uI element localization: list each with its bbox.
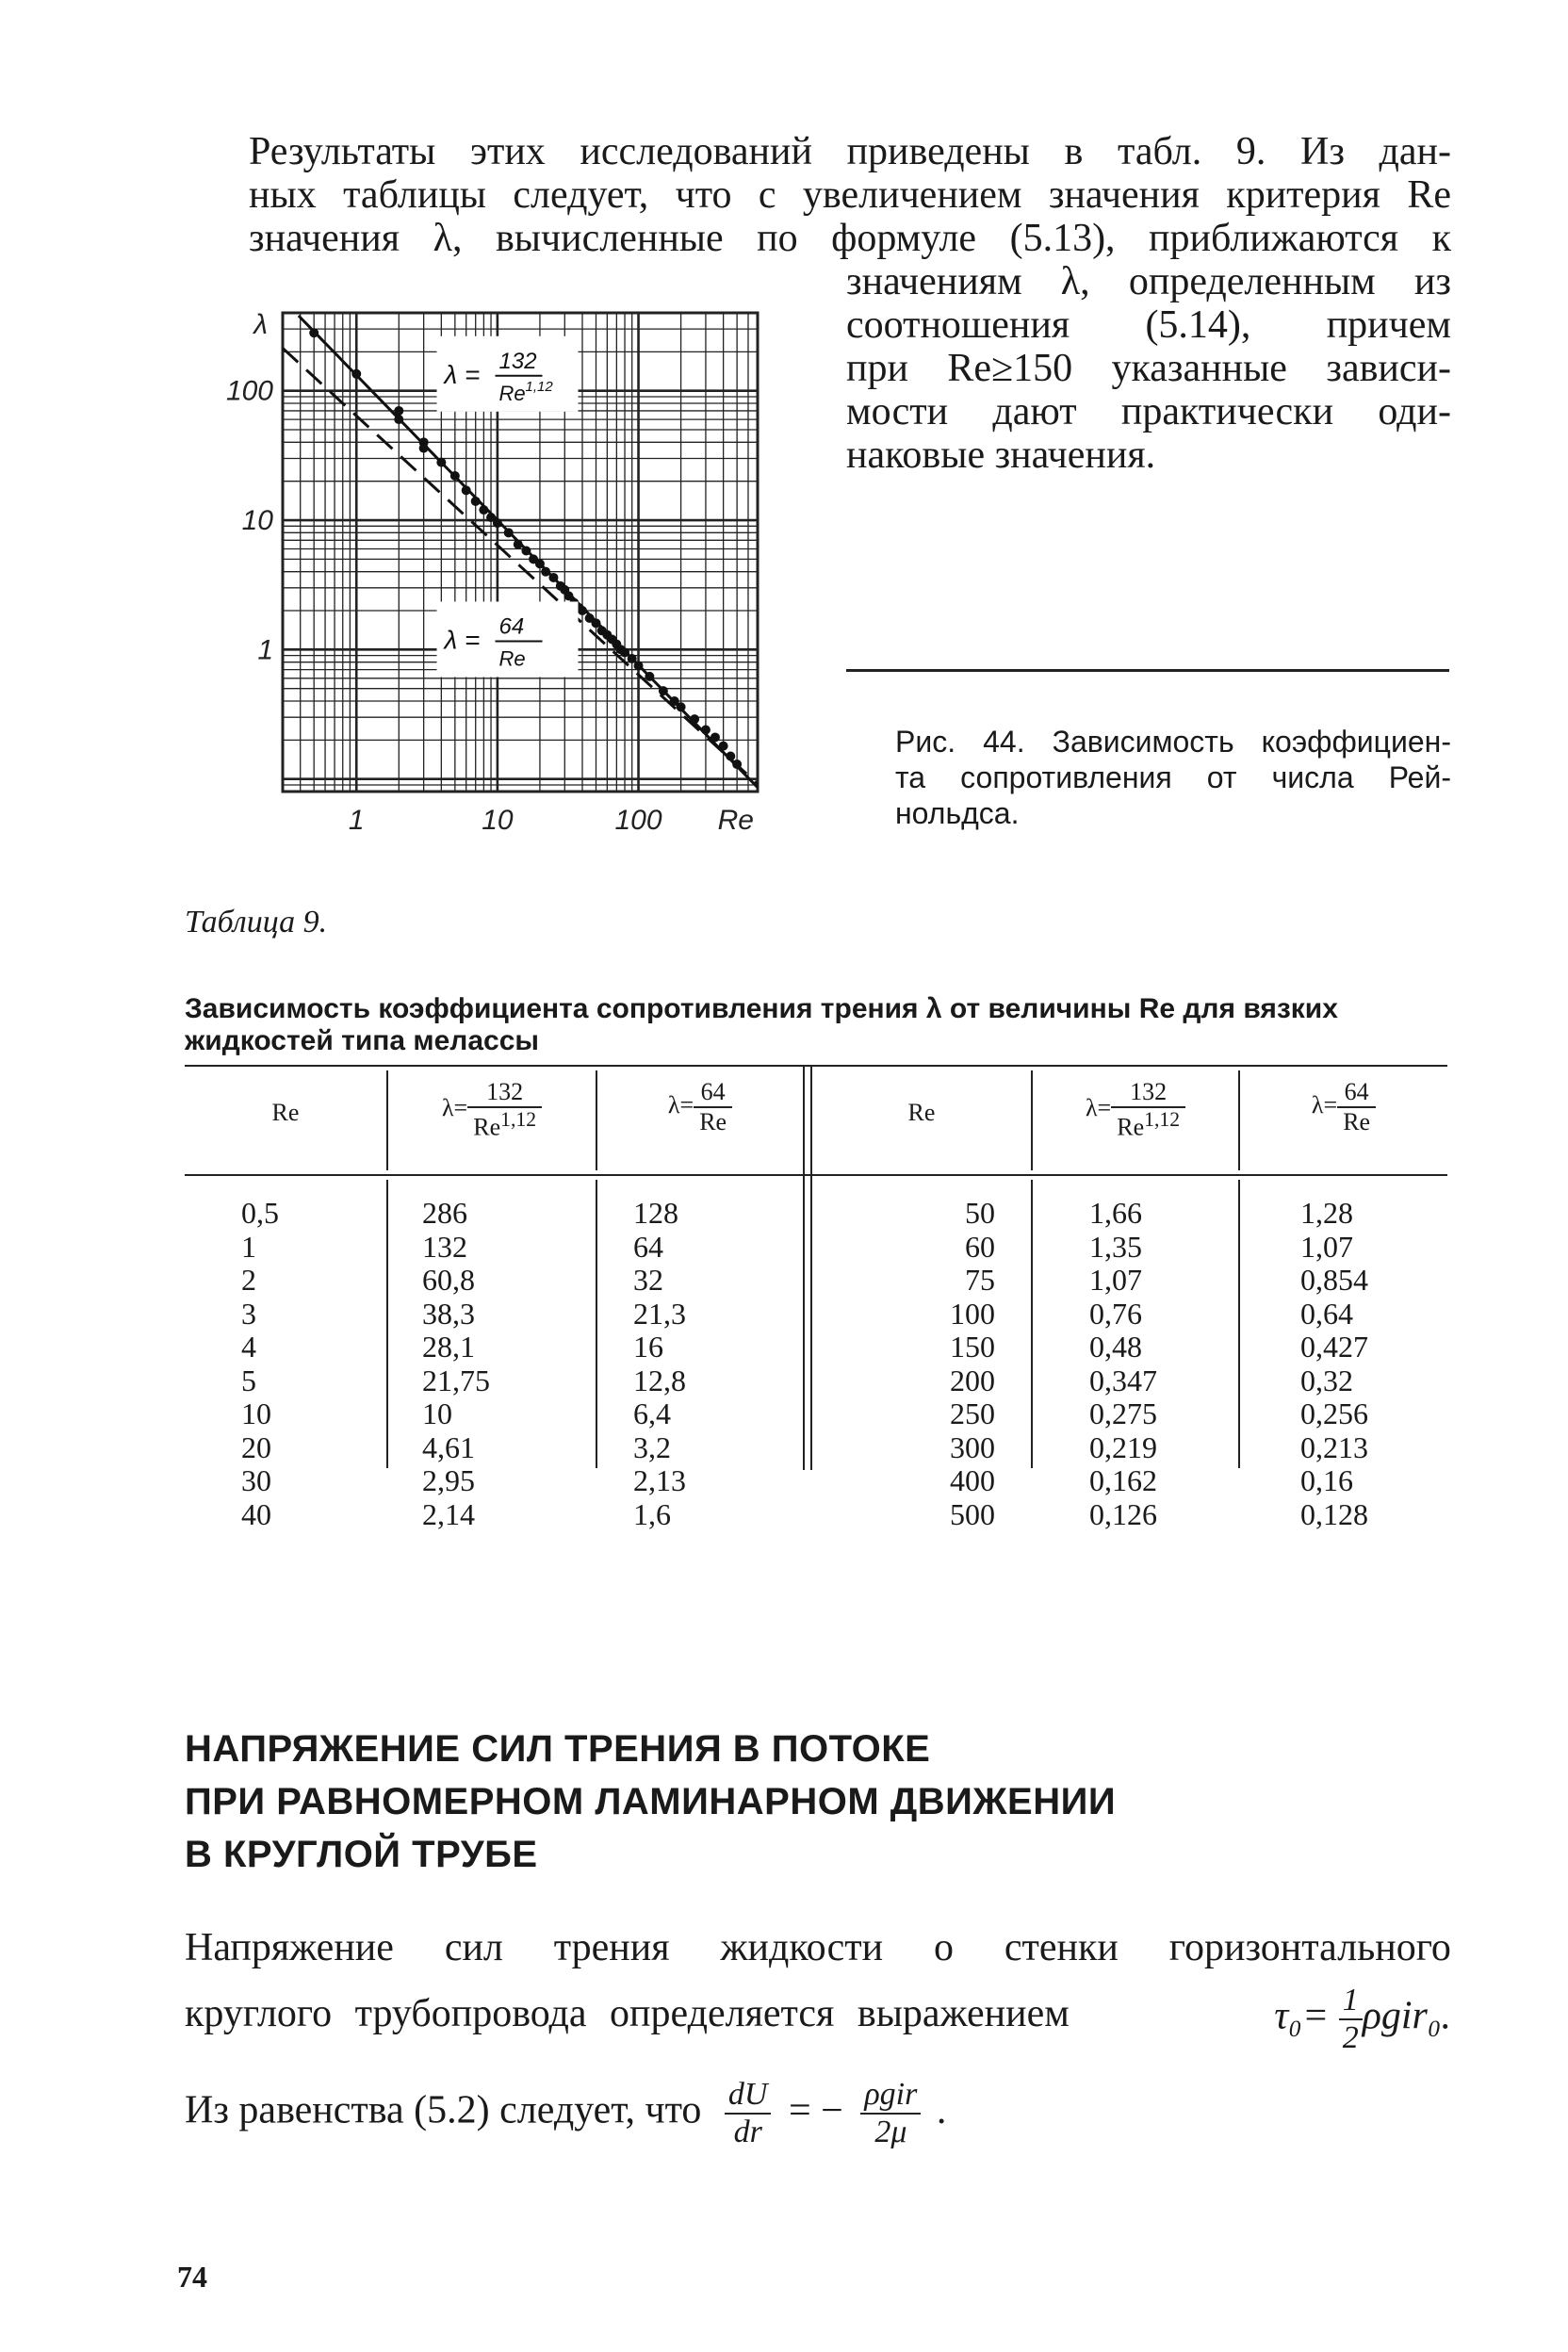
table-cell: 2,14: [422, 1496, 475, 1531]
data-point: [701, 725, 710, 734]
annotation-lambda: λ =: [444, 625, 481, 655]
y-tick-label: 100: [225, 375, 273, 407]
annotation-lambda: λ =: [444, 359, 481, 389]
data-point: [419, 444, 429, 453]
table-cell: 4: [241, 1330, 256, 1364]
header-den: Re: [1343, 1108, 1371, 1135]
formula-fraction: [860, 2077, 921, 2150]
table-9: [185, 1065, 1447, 1592]
table-cell: 30: [241, 1463, 271, 1497]
table-cell: 300: [950, 1429, 995, 1464]
table-top-rule: [185, 1065, 1447, 1067]
x-tick-label: 1: [348, 805, 365, 836]
table-header-rule: [185, 1174, 1447, 1176]
table-cell: 0,275: [1089, 1396, 1157, 1430]
heading-line: ПРИ РАВНОМЕРНОМ ЛАМИНАРНОМ ДВИЖЕНИИ: [185, 1781, 1117, 1822]
caption-line: нольдса.: [895, 796, 1020, 830]
header-formula-1: [388, 1078, 596, 1142]
table-cell: 75: [965, 1263, 995, 1297]
data-point: [471, 497, 481, 506]
header-formula-1: [1033, 1078, 1238, 1142]
data-point: [521, 547, 531, 556]
header-den: [1111, 1108, 1185, 1142]
annotation-den: Re: [498, 646, 526, 671]
table-cell: 0,213: [1300, 1429, 1368, 1464]
data-point: [493, 518, 502, 528]
data-point: [479, 505, 488, 514]
data-point: [548, 573, 558, 582]
header-fraction: [694, 1078, 732, 1136]
para-text: круглого трубопровода определяется выражением: [185, 1992, 1070, 2035]
table-cell: 0,64: [1300, 1296, 1353, 1331]
data-point: [719, 742, 728, 751]
formula-end: .: [936, 2088, 947, 2132]
word: о: [934, 1926, 954, 1969]
table-cell: 50: [965, 1196, 995, 1230]
caption-line: та сопротивления от числа Рей-: [895, 760, 1451, 794]
y-tick-label: 10: [241, 505, 273, 537]
x-tick-label: 10: [482, 805, 514, 836]
table-title-line: Зависимость коэффициента сопротивления трения λ от величины Re для вязких: [185, 993, 1338, 1024]
data-point: [351, 369, 361, 379]
data-point: [710, 732, 720, 742]
data-point: [535, 559, 545, 568]
formula-num: ρgir: [860, 2077, 921, 2115]
word: Напряжение: [185, 1926, 394, 1969]
table-cell: 400: [950, 1463, 995, 1497]
figure-44-chart: [204, 298, 784, 859]
page-number: 74: [177, 2260, 207, 2294]
table-cell: 200: [950, 1363, 995, 1397]
data-point: [578, 606, 587, 615]
table-cell: 3: [241, 1296, 256, 1331]
y-tick-label: 1: [257, 634, 273, 666]
side-line: мости дают практически оди-: [846, 390, 1451, 433]
side-line: соотношения (5.14), причем: [846, 303, 1451, 347]
table-col-rule: [386, 1180, 388, 1468]
side-line: при Re≥150 указанные зависи-: [846, 347, 1451, 390]
col-re-right: [882, 1197, 995, 1531]
table-cell: 5: [241, 1363, 256, 1397]
table-cell: 21,3: [633, 1296, 686, 1331]
table-cell: 1,28: [1300, 1196, 1353, 1230]
para-text: Из равенства (5.2) следует, что: [185, 2088, 702, 2132]
table-cell: 20: [241, 1429, 271, 1464]
table-cell: 0,256: [1300, 1396, 1368, 1430]
formula-rhs: ρgir₀.: [1362, 1994, 1451, 2038]
table-cell: 0,162: [1089, 1463, 1157, 1497]
intro-paragraph: [249, 130, 1451, 260]
table-cell: 12,8: [633, 1363, 686, 1397]
table-cell: 0,219: [1089, 1429, 1157, 1464]
header-lambda: λ=: [1085, 1093, 1112, 1121]
table-cell: 64: [633, 1229, 663, 1264]
word: стенки: [1004, 1926, 1119, 1969]
formula-tau: [1274, 1983, 1451, 2056]
y-axis-label: λ: [253, 309, 268, 340]
word: горизонтального: [1168, 1926, 1451, 1969]
table-cell: 0,126: [1089, 1496, 1157, 1531]
table-cell: 2: [241, 1263, 256, 1297]
table-cell: 0,76: [1089, 1296, 1142, 1331]
data-point: [690, 714, 699, 724]
table-cell: 1,07: [1300, 1229, 1353, 1264]
annotation-sup: 1,12: [525, 378, 553, 395]
col-f1-left: [422, 1197, 573, 1531]
col-f2-right: [1300, 1197, 1432, 1531]
word: жидкости: [720, 1926, 884, 1969]
header-num: 64: [694, 1078, 732, 1108]
table-cell: 0,854: [1300, 1263, 1368, 1297]
table-cell: 60,8: [422, 1263, 475, 1297]
table-cell: 0,128: [1300, 1496, 1368, 1531]
line-64-over-re: [283, 349, 758, 785]
table-title-line: жидкостей типа мелассы: [185, 1025, 540, 1056]
table-cell: 1,35: [1089, 1229, 1142, 1264]
col-re-left: [241, 1197, 354, 1531]
formula-den: 2: [1342, 2020, 1359, 2055]
para-line-3: [185, 2077, 1451, 2150]
table-cell: 0,48: [1089, 1330, 1142, 1364]
table-cell: 1: [241, 1229, 256, 1264]
data-point: [732, 760, 742, 769]
table-cell: 250: [950, 1396, 995, 1430]
table-cell: 0,427: [1300, 1330, 1368, 1364]
annotation-num: 132: [498, 348, 537, 374]
formula-eq: = −: [788, 2088, 843, 2132]
data-point: [677, 702, 686, 711]
header-re: Re: [907, 1099, 936, 1126]
header-lambda: λ=: [1311, 1090, 1338, 1119]
table-cell: 1,66: [1089, 1196, 1142, 1230]
table-col-rule: [1031, 1180, 1033, 1468]
table-double-rule: [803, 1065, 805, 1470]
formula-fraction: [1339, 1983, 1363, 2056]
table-col-rule: [596, 1180, 597, 1468]
x-tick-label: 100: [614, 805, 662, 836]
table-cell: 132: [422, 1229, 467, 1264]
data-point: [541, 567, 550, 577]
formula-den: dr: [733, 2115, 762, 2149]
side-line: значениям λ, определенным из: [846, 260, 1451, 303]
formula-den: 2μ: [874, 2115, 907, 2149]
header-num: 64: [1337, 1078, 1376, 1108]
table-cell: 10: [241, 1396, 271, 1430]
table-cell: 1,6: [633, 1496, 671, 1531]
word: сил: [444, 1926, 503, 1969]
table-cell: 10: [422, 1396, 452, 1430]
side-line: наковые значения.: [846, 433, 1156, 477]
table-cell: 0,347: [1089, 1363, 1157, 1397]
heading-line: НАПРЯЖЕНИЕ СИЛ ТРЕНИЯ В ПОТОКЕ: [185, 1728, 931, 1770]
formula-fraction: [725, 2077, 772, 2150]
table-cell: 100: [950, 1296, 995, 1331]
table-cell: 3,2: [633, 1429, 671, 1464]
data-point: [634, 662, 644, 671]
formula-num: 1: [1339, 1983, 1363, 2020]
table-cell: 500: [950, 1496, 995, 1531]
table-cell: 2,13: [633, 1463, 686, 1497]
header-den-base: Re: [473, 1113, 501, 1141]
x-axis-label: Re: [717, 805, 754, 836]
table-cell: 0,32: [1300, 1363, 1353, 1397]
table-cell: 128: [633, 1196, 678, 1230]
header-fraction: [1337, 1078, 1376, 1136]
section-paragraph: [185, 1917, 1451, 2150]
table-label: Таблица 9.: [185, 905, 328, 939]
table-cell: 150: [950, 1330, 995, 1364]
data-point: [309, 328, 318, 337]
header-num: 132: [467, 1078, 542, 1108]
header-fraction: [467, 1078, 542, 1142]
data-point: [436, 458, 446, 467]
table-cell: 0,5: [241, 1196, 279, 1230]
figure-caption: [895, 724, 1451, 831]
annotation-den: Re: [498, 381, 526, 405]
intro-side-text: [846, 260, 1451, 477]
table-cell: 28,1: [422, 1330, 475, 1364]
annotation-num: 64: [498, 613, 525, 640]
data-point: [394, 406, 403, 416]
intro-line: ных таблицы следует, что с увеличением значения критерия Re: [249, 173, 1451, 217]
table-title: [185, 993, 1447, 1057]
annotation-64: [437, 601, 579, 677]
header-den-base: Re: [1117, 1113, 1145, 1141]
para-line-1: [185, 1917, 1451, 1979]
annotation-132: [437, 336, 579, 412]
data-point: [394, 415, 403, 424]
heading-line: В КРУГЛОЙ ТРУБЕ: [185, 1834, 538, 1875]
data-point: [645, 672, 654, 681]
header-re: Re: [271, 1099, 300, 1126]
table-cell: 0,16: [1300, 1463, 1353, 1497]
header-den: [467, 1108, 542, 1142]
intro-line: Результаты этих исследований приведены в табл. 9. Из дан-: [249, 130, 1451, 173]
table-cell: 32: [633, 1263, 663, 1297]
header-den-sup: 1,12: [500, 1108, 537, 1131]
header-lambda: λ=: [667, 1090, 694, 1119]
para-line-2: [185, 1983, 1451, 2056]
table-cell: 21,75: [422, 1363, 490, 1397]
formula-du-dr: [725, 2077, 947, 2149]
data-point: [591, 618, 600, 628]
table-cell: 38,3: [422, 1296, 475, 1331]
data-point: [504, 528, 514, 537]
data-point: [514, 540, 523, 549]
formula-lhs: τ₀=: [1274, 1994, 1330, 2038]
section-heading: [185, 1723, 1116, 1881]
data-point: [462, 485, 471, 495]
formula-num: dU: [725, 2077, 772, 2115]
data-point: [659, 686, 668, 695]
caption-line: Рис. 44. Зависимость коэффициен-: [895, 725, 1451, 759]
header-den-sup: 1,12: [1144, 1108, 1181, 1131]
table-cell: 6,4: [633, 1396, 671, 1430]
header-num: 132: [1111, 1078, 1185, 1108]
header-lambda: λ=: [441, 1093, 468, 1121]
col-f1-right: [1089, 1197, 1221, 1531]
header-den: Re: [699, 1108, 727, 1135]
data-point: [628, 654, 637, 663]
word: трения: [553, 1926, 670, 1969]
table-cell: 2,95: [422, 1463, 475, 1497]
table-cell: 40: [241, 1496, 271, 1531]
table-cell: 286: [422, 1196, 467, 1230]
table-cell: 4,61: [422, 1429, 475, 1464]
data-point: [620, 647, 629, 657]
col-f2-left: [633, 1197, 775, 1531]
table-cell: 1,07: [1089, 1263, 1142, 1297]
table-col-rule: [1238, 1180, 1240, 1468]
data-point: [450, 471, 460, 481]
header-fraction: [1111, 1078, 1185, 1142]
header-formula-2: [597, 1078, 803, 1136]
intro-line: значения λ, вычисленные по формуле (5.13), приближаются к: [249, 217, 1451, 260]
figure-divider: [846, 669, 1449, 672]
table-cell: 16: [633, 1330, 663, 1364]
table-cell: 60: [965, 1229, 995, 1264]
data-point: [726, 752, 735, 761]
header-formula-2: [1240, 1078, 1447, 1136]
